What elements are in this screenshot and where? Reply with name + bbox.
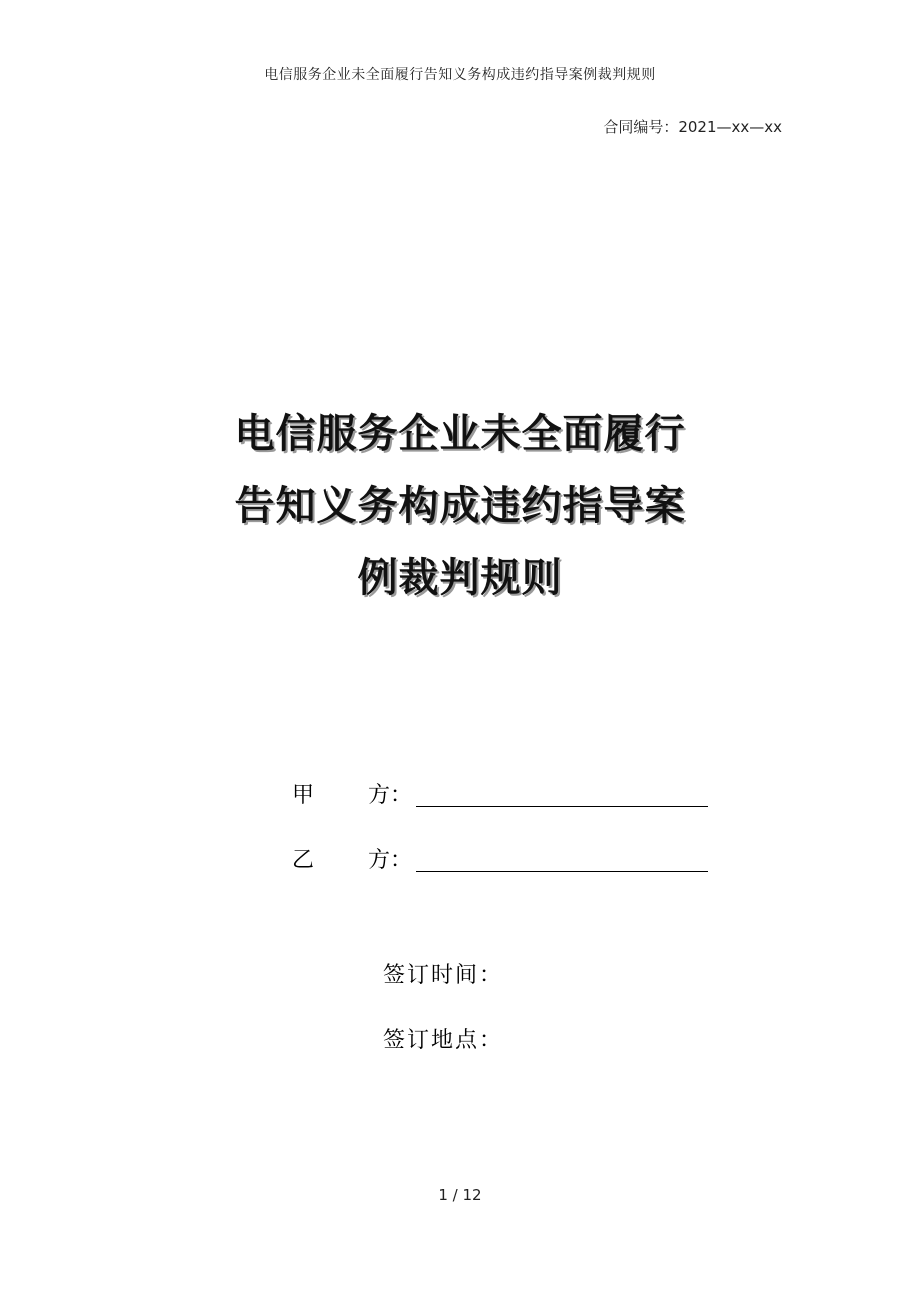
party-a-suffix: 方：	[368, 783, 413, 808]
party-a-label: 甲	[292, 783, 315, 808]
signing-time-label: 签订时间：	[383, 963, 504, 988]
contract-number: 合同编号：2021—xx—xx	[603, 118, 782, 136]
party-a-fill-line[interactable]	[416, 806, 708, 807]
title-line-3: 例裁判规则	[357, 555, 563, 601]
title-line-2: 告知义务构成违约指导案	[234, 483, 686, 529]
document-title	[0, 398, 920, 614]
party-b-fill-line[interactable]	[416, 871, 708, 872]
party-b-suffix: 方：	[368, 848, 413, 873]
running-header: 电信服务企业未全面履行告知义务构成违约指导案例裁判规则	[264, 67, 656, 83]
party-b-row	[292, 845, 412, 877]
party-a-row	[292, 780, 412, 812]
party-b-label: 乙	[292, 848, 315, 873]
signing-place-label: 签订地点：	[383, 1028, 504, 1053]
page-indicator: 1 / 12	[438, 1186, 482, 1204]
title-line-1: 电信服务企业未全面履行	[234, 411, 686, 457]
